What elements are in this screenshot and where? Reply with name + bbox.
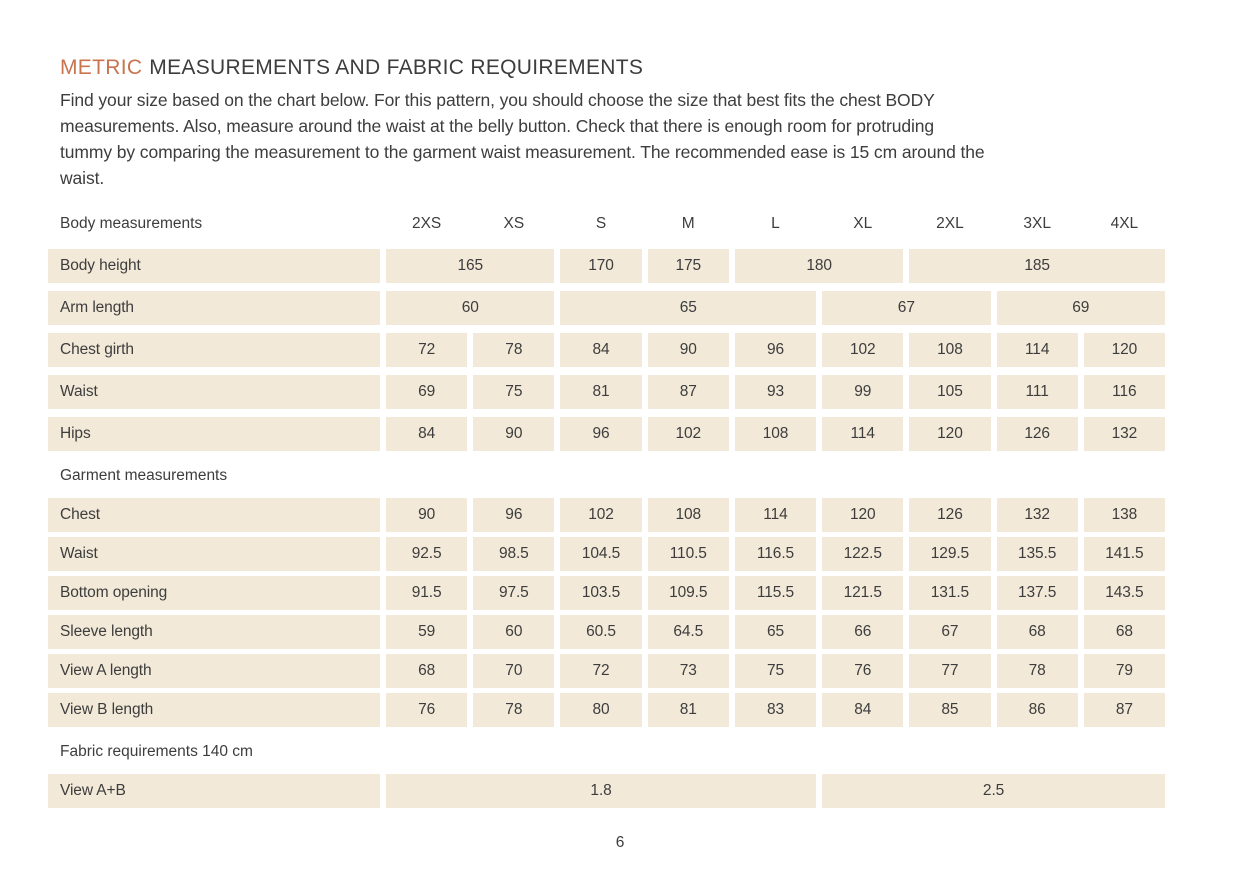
measurement-cell: 120	[822, 498, 903, 532]
measurement-cell: 91.5	[386, 576, 467, 610]
page-title-accent: METRIC	[60, 56, 143, 79]
measurement-cell: 66	[822, 615, 903, 649]
measurement-cell: 135.5	[997, 537, 1078, 571]
table-row	[48, 291, 1165, 325]
measurement-cell: 75	[735, 654, 816, 688]
measurement-cell: 102	[822, 333, 903, 367]
measurement-cell: 114	[735, 498, 816, 532]
measurement-cell: 96	[473, 498, 554, 532]
row-label: Arm length	[48, 291, 380, 325]
measurement-cell: 96	[560, 417, 641, 451]
measurement-cell: 81	[648, 693, 729, 727]
table-row	[48, 615, 1165, 649]
measurement-cell: 69	[386, 375, 467, 409]
measurement-cell: 87	[1084, 693, 1165, 727]
measurement-cell: 165	[386, 249, 554, 283]
measurement-cell: 84	[822, 693, 903, 727]
measurement-cell: 120	[1084, 333, 1165, 367]
page-title	[60, 56, 1240, 80]
measurement-cell: 138	[1084, 498, 1165, 532]
measurement-cell: 102	[560, 498, 641, 532]
measurement-cell: 121.5	[822, 576, 903, 610]
measurement-cell: 90	[648, 333, 729, 367]
table-row	[48, 537, 1165, 571]
intro-paragraph	[60, 87, 1240, 191]
row-label: Waist	[48, 537, 380, 571]
measurement-cell: 67	[822, 291, 990, 325]
measurement-cell: 96	[735, 333, 816, 367]
measurement-cell: 60	[386, 291, 554, 325]
measurement-cell: 69	[997, 291, 1165, 325]
table-row	[48, 375, 1165, 409]
measurement-cell: 170	[560, 249, 641, 283]
measurement-cell: 103.5	[560, 576, 641, 610]
measurement-cell: 84	[386, 417, 467, 451]
measurement-cell: 137.5	[997, 576, 1078, 610]
measurement-cell: 108	[909, 333, 990, 367]
size-column-header: S	[595, 215, 607, 232]
measurement-cell: 132	[997, 498, 1078, 532]
measurement-cell: 68	[997, 615, 1078, 649]
measurement-cell: 115.5	[735, 576, 816, 610]
measurement-cell: 1.8	[386, 774, 816, 808]
table-row	[48, 693, 1165, 727]
table-row	[48, 333, 1165, 367]
size-column-header: XS	[503, 215, 525, 232]
measurement-cell: 99	[822, 375, 903, 409]
measurement-cell: 65	[560, 291, 816, 325]
section-label: Fabric requirements 140 cm	[60, 743, 253, 760]
measurement-cell: 141.5	[1084, 537, 1165, 571]
measurement-cell: 114	[822, 417, 903, 451]
measurement-cell: 73	[648, 654, 729, 688]
measurement-cell: 110.5	[648, 537, 729, 571]
measurement-cell: 79	[1084, 654, 1165, 688]
row-label: Hips	[48, 417, 380, 451]
measurement-cell: 131.5	[909, 576, 990, 610]
intro-line: Find your size based on the chart below. For this pattern, you should choose the size that best fits the chest BODY	[60, 90, 935, 110]
row-label: Chest girth	[48, 333, 380, 367]
size-column-header: XL	[853, 215, 873, 232]
size-column-header: 4XL	[1110, 215, 1139, 232]
measurement-cell: 104.5	[560, 537, 641, 571]
measurement-table	[48, 211, 1165, 808]
row-label: View B length	[48, 693, 380, 727]
measurement-cell: 108	[648, 498, 729, 532]
measurement-cell: 65	[735, 615, 816, 649]
measurement-cell: 102	[648, 417, 729, 451]
measurement-cell: 83	[735, 693, 816, 727]
measurement-cell: 81	[560, 375, 641, 409]
measurement-cell: 72	[386, 333, 467, 367]
measurement-cell: 175	[648, 249, 729, 283]
measurement-cell: 108	[735, 417, 816, 451]
measurement-cell: 70	[473, 654, 554, 688]
measurement-cell: 116	[1084, 375, 1165, 409]
measurement-cell: 87	[648, 375, 729, 409]
row-label: View A length	[48, 654, 380, 688]
measurement-cell: 90	[386, 498, 467, 532]
measurement-cell: 109.5	[648, 576, 729, 610]
table-row	[48, 498, 1165, 532]
measurement-cell: 76	[822, 654, 903, 688]
table-row	[48, 249, 1165, 283]
page-number: 6	[615, 834, 625, 851]
measurement-cell: 64.5	[648, 615, 729, 649]
measurement-cell: 180	[735, 249, 903, 283]
row-label: Sleeve length	[48, 615, 380, 649]
measurement-cell: 60.5	[560, 615, 641, 649]
measurement-cell: 122.5	[822, 537, 903, 571]
measurement-cell: 84	[560, 333, 641, 367]
measurement-cell: 67	[909, 615, 990, 649]
row-label: Chest	[48, 498, 380, 532]
measurement-cell: 75	[473, 375, 554, 409]
measurement-cell: 78	[473, 333, 554, 367]
measurement-cell: 78	[473, 693, 554, 727]
intro-line: waist.	[60, 168, 105, 188]
intro-line: tummy by comparing the measurement to the garment waist measurement. The recommended ease is 15 cm around the	[60, 142, 985, 162]
size-column-header: 3XL	[1023, 215, 1051, 232]
row-label: Waist	[48, 375, 380, 409]
measurement-cell: 78	[997, 654, 1078, 688]
measurement-cell: 76	[386, 693, 467, 727]
measurement-cell: 98.5	[473, 537, 554, 571]
size-column-header: M	[681, 215, 695, 232]
measurement-cell: 97.5	[473, 576, 554, 610]
size-column-header: L	[771, 215, 780, 232]
measurement-cell: 114	[997, 333, 1078, 367]
measurement-cell: 72	[560, 654, 641, 688]
measurement-cell: 60	[473, 615, 554, 649]
measurement-cell: 85	[909, 693, 990, 727]
row-label: Bottom opening	[48, 576, 380, 610]
measurement-cell: 126	[909, 498, 990, 532]
table-row	[48, 417, 1165, 451]
row-label: Body height	[48, 249, 380, 283]
measurement-cell: 68	[386, 654, 467, 688]
measurement-cell: 132	[1084, 417, 1165, 451]
measurement-cell: 2.5	[822, 774, 1165, 808]
measurement-cell: 93	[735, 375, 816, 409]
measurement-cell: 80	[560, 693, 641, 727]
measurement-cell: 185	[909, 249, 1165, 283]
measurement-cell: 120	[909, 417, 990, 451]
measurement-cell: 59	[386, 615, 467, 649]
measurement-cell: 68	[1084, 615, 1165, 649]
measurement-cell: 77	[909, 654, 990, 688]
page-title-rest: MEASUREMENTS AND FABRIC REQUIREMENTS	[149, 56, 644, 79]
row-label: View A+B	[48, 774, 380, 808]
measurement-cell: 143.5	[1084, 576, 1165, 610]
intro-line: measurements. Also, measure around the waist at the belly button. Check that there is enough room for protruding	[60, 116, 935, 136]
table-header-row	[48, 211, 1165, 237]
measurement-cell: 105	[909, 375, 990, 409]
table-row	[48, 774, 1165, 808]
table-header-label: Body measurements	[60, 215, 203, 232]
measurement-cell: 116.5	[735, 537, 816, 571]
measurement-cell: 90	[473, 417, 554, 451]
measurement-cell: 86	[997, 693, 1078, 727]
size-column-header: 2XL	[936, 215, 964, 232]
measurement-cell: 92.5	[386, 537, 467, 571]
measurement-cell: 129.5	[909, 537, 990, 571]
size-column-header: 2XS	[411, 215, 442, 232]
section-label: Garment measurements	[60, 467, 228, 484]
measurement-cell: 126	[997, 417, 1078, 451]
table-row	[48, 654, 1165, 688]
measurement-cell: 111	[997, 375, 1078, 409]
table-row	[48, 576, 1165, 610]
